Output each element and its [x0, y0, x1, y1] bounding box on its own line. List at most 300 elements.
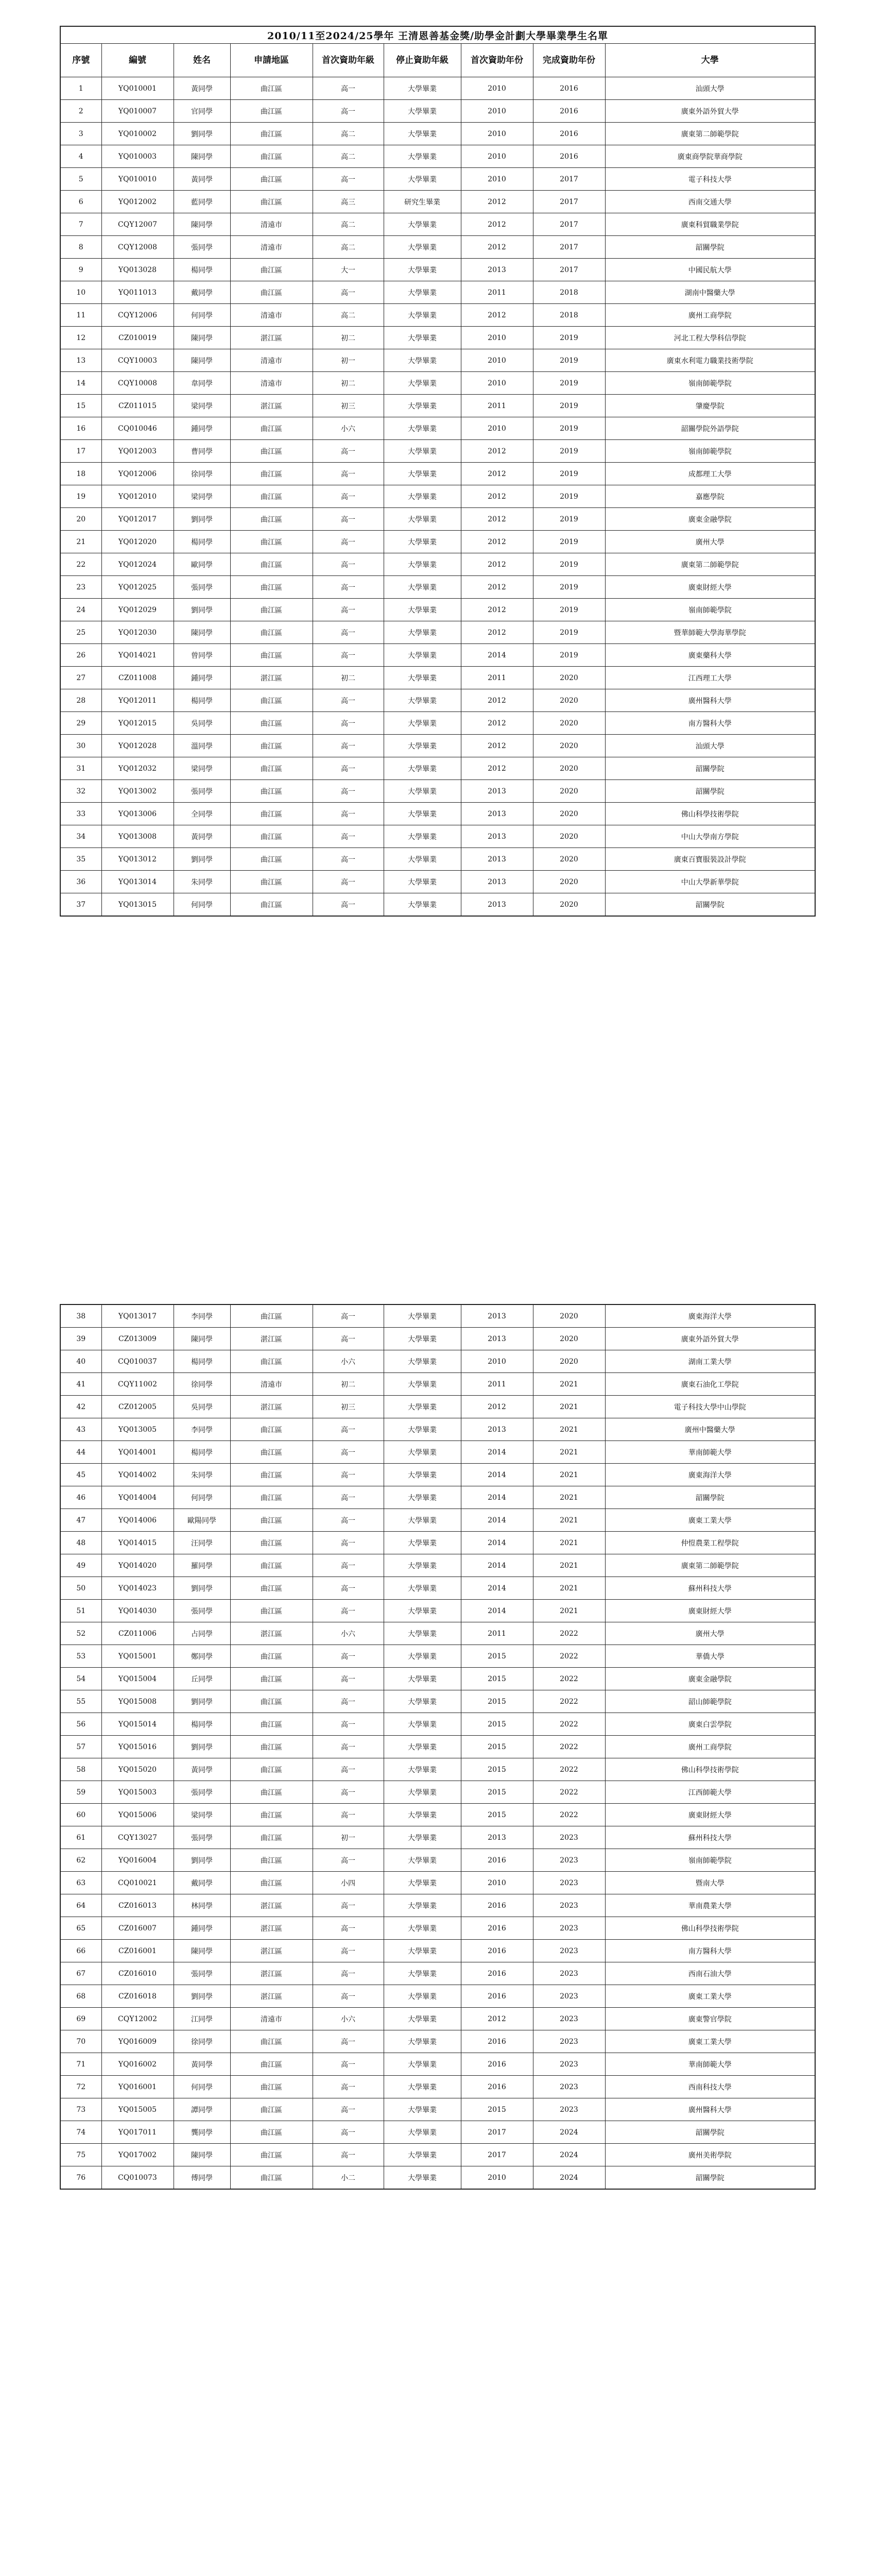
cell-complete-year: 2022: [533, 1804, 605, 1826]
cell-first-year: 2012: [461, 735, 533, 757]
cell-first-year: 2012: [461, 599, 533, 621]
cell-code: CQY12006: [101, 304, 174, 327]
table-row: [60, 123, 815, 145]
cell-university: 廣東藥科大學: [605, 644, 815, 667]
table-page-2: [60, 1304, 815, 2190]
table-row: [60, 349, 815, 372]
cell-university: 廣東金融學院: [605, 1668, 815, 1690]
cell-region: 曲江區: [230, 1304, 313, 1328]
cell-first-grade: 高一: [313, 1940, 384, 1962]
cell-region: 曲江區: [230, 1713, 313, 1736]
cell-complete-year: 2022: [533, 1781, 605, 1804]
cell-serial: 1: [60, 77, 101, 100]
cell-region: 曲江區: [230, 1872, 313, 1894]
table-row: [60, 871, 815, 893]
cell-code: YQ015003: [101, 1781, 174, 1804]
cell-first-year: 2015: [461, 1758, 533, 1781]
cell-first-year: 2010: [461, 2166, 533, 2190]
table-row: [60, 1600, 815, 1622]
cell-region: 曲江區: [230, 644, 313, 667]
table-row: [60, 553, 815, 576]
header-code: 編號: [101, 44, 174, 77]
cell-serial: 7: [60, 213, 101, 236]
cell-region: 曲江區: [230, 848, 313, 871]
cell-serial: 31: [60, 757, 101, 780]
cell-serial: 15: [60, 395, 101, 417]
cell-name: 江同學: [174, 2008, 230, 2030]
cell-serial: 70: [60, 2030, 101, 2053]
cell-first-grade: 高一: [313, 553, 384, 576]
cell-first-year: 2010: [461, 327, 533, 349]
cell-first-grade: 高一: [313, 1554, 384, 1577]
cell-complete-year: 2023: [533, 1872, 605, 1894]
cell-first-year: 2012: [461, 508, 533, 531]
cell-name: 龔同學: [174, 2121, 230, 2144]
cell-code: CZ016013: [101, 1894, 174, 1917]
cell-code: CQY12008: [101, 236, 174, 259]
cell-first-year: 2013: [461, 848, 533, 871]
table-row: [60, 2008, 815, 2030]
cell-university: 廣東科貿職業學院: [605, 213, 815, 236]
cell-university: 江西師範大學: [605, 1781, 815, 1804]
cell-complete-year: 2023: [533, 1962, 605, 1985]
cell-region: 曲江區: [230, 553, 313, 576]
cell-serial: 25: [60, 621, 101, 644]
cell-first-year: 2012: [461, 1396, 533, 1418]
cell-serial: 27: [60, 667, 101, 689]
cell-complete-year: 2019: [533, 440, 605, 463]
cell-complete-year: 2017: [533, 168, 605, 191]
cell-region: 曲江區: [230, 2076, 313, 2098]
cell-code: YQ015008: [101, 1690, 174, 1713]
cell-first-grade: 初二: [313, 1373, 384, 1396]
cell-stop-grade: 大學畢業: [384, 644, 461, 667]
cell-first-grade: 初一: [313, 1826, 384, 1849]
cell-serial: 39: [60, 1328, 101, 1350]
cell-university: 嘉應學院: [605, 485, 815, 508]
cell-stop-grade: 大學畢業: [384, 100, 461, 123]
cell-complete-year: 2018: [533, 281, 605, 304]
cell-stop-grade: 大學畢業: [384, 2053, 461, 2076]
table-row: [60, 1962, 815, 1985]
cell-first-grade: 高一: [313, 281, 384, 304]
cell-first-grade: 大一: [313, 259, 384, 281]
cell-first-grade: 高一: [313, 893, 384, 917]
cell-first-grade: 初一: [313, 349, 384, 372]
cell-university: 嶺南師範學院: [605, 599, 815, 621]
cell-code: CZ011008: [101, 667, 174, 689]
table-row: [60, 2053, 815, 2076]
cell-stop-grade: 大學畢業: [384, 871, 461, 893]
header-first-grade: 首次資助年級: [313, 44, 384, 77]
cell-first-year: 2016: [461, 2030, 533, 2053]
cell-university: 廣東白雲學院: [605, 1713, 815, 1736]
cell-university: 廣東金融學院: [605, 508, 815, 531]
cell-name: 官同學: [174, 100, 230, 123]
table-row: [60, 2166, 815, 2190]
cell-region: 曲江區: [230, 757, 313, 780]
cell-serial: 53: [60, 1645, 101, 1668]
cell-first-year: 2012: [461, 213, 533, 236]
cell-university: 佛山科學技術學院: [605, 1917, 815, 1940]
cell-code: YQ010007: [101, 100, 174, 123]
cell-name: 李同學: [174, 1304, 230, 1328]
cell-stop-grade: 大學畢業: [384, 825, 461, 848]
cell-complete-year: 2021: [533, 1418, 605, 1441]
cell-name: 鍾同學: [174, 1917, 230, 1940]
cell-serial: 21: [60, 531, 101, 553]
cell-region: 曲江區: [230, 1532, 313, 1554]
cell-university: 成都理工大學: [605, 463, 815, 485]
cell-code: YQ012011: [101, 689, 174, 712]
cell-stop-grade: 大學畢業: [384, 259, 461, 281]
table-row: [60, 1872, 815, 1894]
cell-region: 曲江區: [230, 77, 313, 100]
cell-complete-year: 2022: [533, 1645, 605, 1668]
cell-region: 湛江區: [230, 1396, 313, 1418]
cell-code: CQY11002: [101, 1373, 174, 1396]
cell-stop-grade: 大學畢業: [384, 893, 461, 917]
cell-serial: 42: [60, 1396, 101, 1418]
cell-code: YQ016002: [101, 2053, 174, 2076]
cell-name: 何同學: [174, 304, 230, 327]
cell-code: CZ011015: [101, 395, 174, 417]
cell-first-year: 2011: [461, 667, 533, 689]
cell-code: YQ012025: [101, 576, 174, 599]
cell-stop-grade: 大學畢業: [384, 1804, 461, 1826]
cell-first-year: 2012: [461, 440, 533, 463]
table-row: [60, 848, 815, 871]
cell-complete-year: 2016: [533, 100, 605, 123]
cell-university: 廣州美術學院: [605, 2144, 815, 2166]
cell-stop-grade: 大學畢業: [384, 757, 461, 780]
cell-name: 全同學: [174, 803, 230, 825]
cell-university: 汕頭大學: [605, 77, 815, 100]
cell-stop-grade: 大學畢業: [384, 1304, 461, 1328]
cell-first-year: 2014: [461, 1532, 533, 1554]
cell-region: 湛江區: [230, 1940, 313, 1962]
cell-complete-year: 2022: [533, 1690, 605, 1713]
cell-region: 曲江區: [230, 2166, 313, 2190]
cell-code: CQ010037: [101, 1350, 174, 1373]
table-row: [60, 667, 815, 689]
cell-region: 曲江區: [230, 2121, 313, 2144]
cell-name: 劉同學: [174, 1849, 230, 1872]
cell-region: 曲江區: [230, 417, 313, 440]
table-row: [60, 417, 815, 440]
cell-region: 曲江區: [230, 145, 313, 168]
cell-first-grade: 高一: [313, 440, 384, 463]
cell-stop-grade: 大學畢業: [384, 712, 461, 735]
cell-complete-year: 2023: [533, 2008, 605, 2030]
cell-first-grade: 高一: [313, 1781, 384, 1804]
cell-stop-grade: 大學畢業: [384, 1328, 461, 1350]
table-row: [60, 599, 815, 621]
cell-university: 南方醫科大學: [605, 712, 815, 735]
table-row: [60, 1328, 815, 1350]
cell-stop-grade: 大學畢業: [384, 440, 461, 463]
cell-name: 楊同學: [174, 1350, 230, 1373]
cell-first-grade: 高一: [313, 2053, 384, 2076]
table-row: [60, 1736, 815, 1758]
table-row: [60, 2098, 815, 2121]
cell-university: 廣州中醫藥大學: [605, 1418, 815, 1441]
cell-university: 蘇州科技大學: [605, 1826, 815, 1849]
cell-stop-grade: 大學畢業: [384, 1418, 461, 1441]
cell-complete-year: 2021: [533, 1486, 605, 1509]
cell-region: 清遠市: [230, 1373, 313, 1396]
cell-first-year: 2011: [461, 1373, 533, 1396]
cell-serial: 29: [60, 712, 101, 735]
cell-complete-year: 2017: [533, 191, 605, 213]
cell-name: 梁同學: [174, 485, 230, 508]
cell-first-year: 2015: [461, 1713, 533, 1736]
cell-name: 黃同學: [174, 77, 230, 100]
cell-code: CQ010046: [101, 417, 174, 440]
cell-code: YQ015014: [101, 1713, 174, 1736]
cell-university: 嶺南師範學院: [605, 440, 815, 463]
cell-complete-year: 2020: [533, 735, 605, 757]
cell-complete-year: 2019: [533, 621, 605, 644]
cell-first-grade: 高一: [313, 1985, 384, 2008]
cell-first-year: 2012: [461, 304, 533, 327]
cell-first-grade: 高一: [313, 1917, 384, 1940]
cell-stop-grade: 大學畢業: [384, 304, 461, 327]
cell-serial: 45: [60, 1464, 101, 1486]
cell-serial: 43: [60, 1418, 101, 1441]
cell-serial: 71: [60, 2053, 101, 2076]
table-row: [60, 1464, 815, 1486]
cell-complete-year: 2020: [533, 667, 605, 689]
cell-complete-year: 2020: [533, 848, 605, 871]
cell-first-year: 2012: [461, 463, 533, 485]
cell-first-grade: 高一: [313, 712, 384, 735]
cell-code: YQ012030: [101, 621, 174, 644]
cell-first-year: 2012: [461, 621, 533, 644]
cell-first-year: 2015: [461, 1804, 533, 1826]
cell-complete-year: 2023: [533, 2053, 605, 2076]
cell-first-grade: 高一: [313, 689, 384, 712]
cell-region: 曲江區: [230, 463, 313, 485]
cell-code: YQ013002: [101, 780, 174, 803]
cell-first-year: 2015: [461, 1690, 533, 1713]
cell-complete-year: 2019: [533, 644, 605, 667]
cell-code: CZ010019: [101, 327, 174, 349]
cell-name: 吳同學: [174, 712, 230, 735]
cell-first-grade: 小六: [313, 2008, 384, 2030]
cell-university: 仲愷農業工程學院: [605, 1532, 815, 1554]
cell-region: 曲江區: [230, 599, 313, 621]
cell-first-grade: 高二: [313, 213, 384, 236]
cell-code: CZ016007: [101, 1917, 174, 1940]
cell-region: 湛江區: [230, 1962, 313, 1985]
cell-first-year: 2010: [461, 77, 533, 100]
cell-code: YQ012020: [101, 531, 174, 553]
cell-code: YQ012006: [101, 463, 174, 485]
table-row: [60, 576, 815, 599]
cell-university: 廣東海洋大學: [605, 1304, 815, 1328]
table-row: [60, 1396, 815, 1418]
cell-code: YQ013008: [101, 825, 174, 848]
cell-first-grade: 高一: [313, 1894, 384, 1917]
cell-name: 黃同學: [174, 168, 230, 191]
cell-code: YQ012017: [101, 508, 174, 531]
cell-complete-year: 2019: [533, 463, 605, 485]
cell-first-grade: 高一: [313, 644, 384, 667]
cell-serial: 16: [60, 417, 101, 440]
table-row: [60, 2076, 815, 2098]
cell-university: 韶關學院外語學院: [605, 417, 815, 440]
table-row: [60, 1373, 815, 1396]
cell-region: 曲江區: [230, 1849, 313, 1872]
table-page-1: [60, 26, 815, 917]
cell-region: 曲江區: [230, 1690, 313, 1713]
cell-complete-year: 2020: [533, 712, 605, 735]
cell-serial: 11: [60, 304, 101, 327]
cell-code: YQ012002: [101, 191, 174, 213]
cell-serial: 38: [60, 1304, 101, 1328]
table-body: [60, 1304, 815, 2189]
cell-region: 曲江區: [230, 803, 313, 825]
cell-region: 曲江區: [230, 2144, 313, 2166]
cell-first-year: 2014: [461, 1554, 533, 1577]
cell-stop-grade: 大學畢業: [384, 2098, 461, 2121]
cell-university: 湖南工業大學: [605, 1350, 815, 1373]
table-row: [60, 689, 815, 712]
cell-name: 黃同學: [174, 825, 230, 848]
cell-complete-year: 2017: [533, 213, 605, 236]
cell-region: 曲江區: [230, 825, 313, 848]
table-row: [60, 440, 815, 463]
cell-complete-year: 2019: [533, 531, 605, 553]
cell-first-grade: 高一: [313, 2030, 384, 2053]
cell-stop-grade: 大學畢業: [384, 848, 461, 871]
cell-region: 曲江區: [230, 508, 313, 531]
table-row: [60, 327, 815, 349]
cell-first-year: 2013: [461, 825, 533, 848]
cell-first-grade: 高一: [313, 2144, 384, 2166]
cell-stop-grade: 大學畢業: [384, 780, 461, 803]
cell-university: 嶺南師範學院: [605, 372, 815, 395]
cell-code: YQ010002: [101, 123, 174, 145]
cell-complete-year: 2021: [533, 1532, 605, 1554]
cell-first-grade: 高二: [313, 236, 384, 259]
cell-first-year: 2013: [461, 871, 533, 893]
cell-serial: 47: [60, 1509, 101, 1532]
header-complete-year: 完成資助年份: [533, 44, 605, 77]
cell-university: 廣東外語外貿大學: [605, 100, 815, 123]
cell-region: 曲江區: [230, 1509, 313, 1532]
cell-first-grade: 高一: [313, 1645, 384, 1668]
cell-stop-grade: 大學畢業: [384, 1690, 461, 1713]
cell-first-grade: 高一: [313, 1418, 384, 1441]
cell-complete-year: 2016: [533, 145, 605, 168]
cell-complete-year: 2019: [533, 395, 605, 417]
cell-serial: 28: [60, 689, 101, 712]
cell-region: 曲江區: [230, 440, 313, 463]
cell-first-year: 2014: [461, 1509, 533, 1532]
cell-name: 丘同學: [174, 1668, 230, 1690]
table-row: [60, 2030, 815, 2053]
cell-code: CQY12007: [101, 213, 174, 236]
cell-serial: 67: [60, 1962, 101, 1985]
cell-first-grade: 高一: [313, 1441, 384, 1464]
cell-serial: 4: [60, 145, 101, 168]
cell-first-year: 2012: [461, 236, 533, 259]
cell-university: 廣東百寶服裝設計學院: [605, 848, 815, 871]
cell-region: 曲江區: [230, 168, 313, 191]
cell-university: 廣東工業大學: [605, 1985, 815, 2008]
cell-name: 楊同學: [174, 1713, 230, 1736]
cell-serial: 3: [60, 123, 101, 145]
cell-code: CQY13027: [101, 1826, 174, 1849]
header-university: 大學: [605, 44, 815, 77]
cell-university: 西南石油大學: [605, 1962, 815, 1985]
cell-first-grade: 高一: [313, 825, 384, 848]
cell-name: 戴同學: [174, 1872, 230, 1894]
cell-first-grade: 高一: [313, 1532, 384, 1554]
cell-first-year: 2013: [461, 259, 533, 281]
cell-first-year: 2011: [461, 281, 533, 304]
cell-name: 劉同學: [174, 1577, 230, 1600]
table-row: [60, 145, 815, 168]
cell-first-year: 2012: [461, 191, 533, 213]
cell-stop-grade: 大學畢業: [384, 2030, 461, 2053]
cell-region: 曲江區: [230, 1736, 313, 1758]
cell-code: YQ014020: [101, 1554, 174, 1577]
cell-serial: 14: [60, 372, 101, 395]
cell-university: 廣州醫科大學: [605, 2098, 815, 2121]
cell-region: 清遠市: [230, 372, 313, 395]
table-row: [60, 372, 815, 395]
cell-serial: 62: [60, 1849, 101, 1872]
cell-complete-year: 2023: [533, 1940, 605, 1962]
cell-stop-grade: 大學畢業: [384, 145, 461, 168]
cell-complete-year: 2019: [533, 508, 605, 531]
cell-university: 蘇州科技大學: [605, 1577, 815, 1600]
cell-university: 華僑大學: [605, 1645, 815, 1668]
cell-complete-year: 2021: [533, 1600, 605, 1622]
cell-university: 江西理工大學: [605, 667, 815, 689]
cell-serial: 69: [60, 2008, 101, 2030]
cell-first-grade: 高一: [313, 1486, 384, 1509]
cell-stop-grade: 大學畢業: [384, 531, 461, 553]
cell-complete-year: 2017: [533, 236, 605, 259]
cell-region: 曲江區: [230, 259, 313, 281]
cell-university: 廣東水利電力職業技術學院: [605, 349, 815, 372]
cell-serial: 12: [60, 327, 101, 349]
cell-serial: 18: [60, 463, 101, 485]
cell-stop-grade: 大學畢業: [384, 1985, 461, 2008]
cell-first-year: 2016: [461, 1917, 533, 1940]
cell-university: 中山大學南方學院: [605, 825, 815, 848]
table-row: [60, 2121, 815, 2144]
cell-serial: 59: [60, 1781, 101, 1804]
cell-university: 韶關學院: [605, 2166, 815, 2190]
cell-name: 徐同學: [174, 2030, 230, 2053]
cell-stop-grade: 大學畢業: [384, 576, 461, 599]
cell-code: YQ016004: [101, 1849, 174, 1872]
cell-code: YQ014001: [101, 1441, 174, 1464]
cell-first-year: 2012: [461, 576, 533, 599]
cell-complete-year: 2022: [533, 1758, 605, 1781]
cell-university: 南方醫科大學: [605, 1940, 815, 1962]
cell-serial: 76: [60, 2166, 101, 2190]
cell-complete-year: 2019: [533, 553, 605, 576]
cell-complete-year: 2019: [533, 327, 605, 349]
cell-code: YQ013012: [101, 848, 174, 871]
cell-stop-grade: 大學畢業: [384, 1486, 461, 1509]
